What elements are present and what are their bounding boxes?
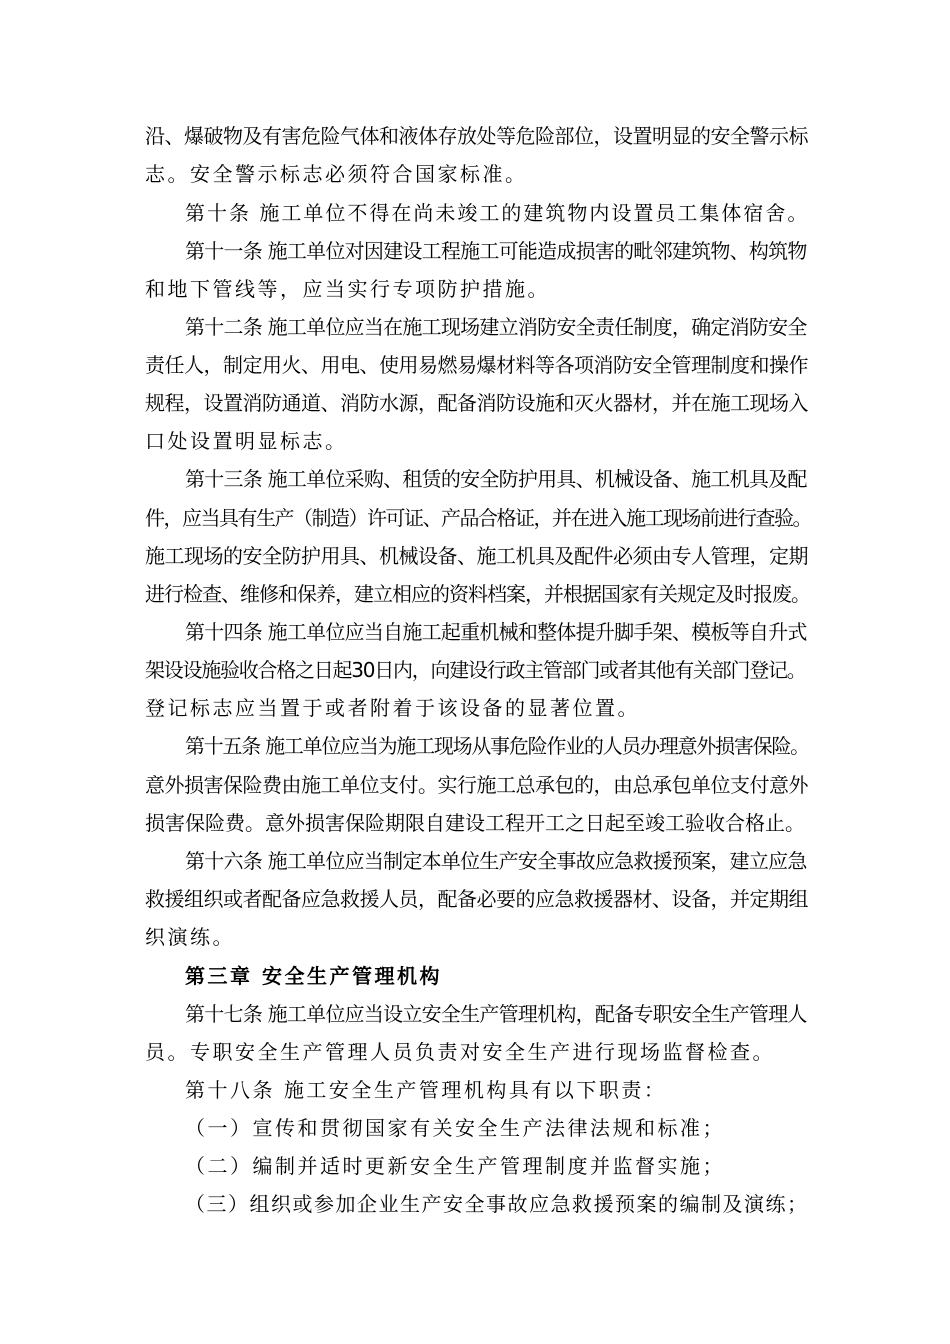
- paragraph-line: 登记标志应当置于或者附着于该设备的显著位置。: [145, 696, 640, 720]
- list-item: （二）编制并适时更新安全生产管理制度并监督实施；: [185, 1154, 725, 1178]
- paragraph-line: 件，应当具有生产（制造）许可证、产品合格证，并在进入施工现场前进行查验。: [145, 506, 811, 530]
- article-10: 第十条 施工单位不得在尚未竣工的建筑物内设置员工集体宿舍。: [185, 201, 810, 225]
- paragraph-line: 架设设施验收合格之日起30日内，向建设行政主管部门或者其他有关部门登记。: [145, 658, 806, 682]
- paragraph-line: 进行检查、维修和保养，建立相应的资料档案，并根据国家有关规定及时报废。: [145, 582, 810, 606]
- article-16: 第十六条 施工单位应当制定本单位生产安全事故应急救援预案，建立应急: [185, 849, 807, 873]
- article-11: 第十一条 施工单位对因建设工程施工可能造成损害的毗邻建筑物、构筑物: [185, 239, 807, 263]
- paragraph-line: 责任人，制定用火、用电、使用易燃易爆材料等各项消防安全管理制度和操作: [145, 353, 808, 377]
- list-item: （一）宣传和贯彻国家有关安全生产法律法规和标准；: [185, 1116, 725, 1140]
- article-17: 第十七条 施工单位应当设立安全生产管理机构，配备专职安全生产管理人: [185, 1002, 807, 1026]
- list-item: （三）组织或参加企业生产安全事故应急救援预案的编制及演练；: [185, 1192, 809, 1216]
- article-15: 第十五条 施工单位应当为施工现场从事危险作业的人员办理意外损害保险。: [185, 734, 809, 758]
- paragraph-line: 和地下管线等，应当实行专项防护措施。: [145, 277, 550, 301]
- paragraph-line: 沿、爆破物及有害危险气体和液体存放处等危险部位，设置明显的安全警示标: [145, 124, 808, 148]
- article-13: 第十三条 施工单位采购、租赁的安全防护用具、机械设备、施工机具及配: [185, 467, 807, 491]
- paragraph-line: 规程，设置消防通道、消防水源，配备消防设施和灭火器材，并在施工现场入: [145, 391, 808, 415]
- paragraph-line: 织演练。: [145, 925, 235, 949]
- paragraph-line: 施工现场的安全防护用具、机械设备、施工机具及配件必须由专人管理，定期: [145, 544, 808, 568]
- paragraph-line: 口处设置明显标志。: [145, 429, 348, 453]
- article-14: 第十四条 施工单位应当自施工起重机械和整体提升脚手架、模板等自升式: [185, 620, 807, 644]
- paragraph-line: 志。安全警示标志必须符合国家标准。: [145, 162, 528, 186]
- paragraph-line: 损害保险费。意外损害保险期限自建设工程开工之日起至竣工验收合格止。: [145, 811, 805, 835]
- paragraph-line: 员。专职安全生产管理人员负责对安全生产进行现场监督检查。: [145, 1040, 775, 1064]
- chapter-heading: 第三章 安全生产管理机构: [185, 964, 442, 988]
- article-18: 第十八条 施工安全生产管理机构具有以下职责：: [185, 1078, 667, 1102]
- paragraph-line: 救援组织或者配备应急救援人员，配备必要的应急救援器材、设备，并定期组: [145, 887, 808, 911]
- paragraph-line: 意外损害保险费由施工单位支付。实行施工总承包的，由总承包单位支付意外: [145, 773, 808, 797]
- article-12: 第十二条 施工单位应当在施工现场建立消防安全责任制度，确定消防安全: [185, 315, 807, 339]
